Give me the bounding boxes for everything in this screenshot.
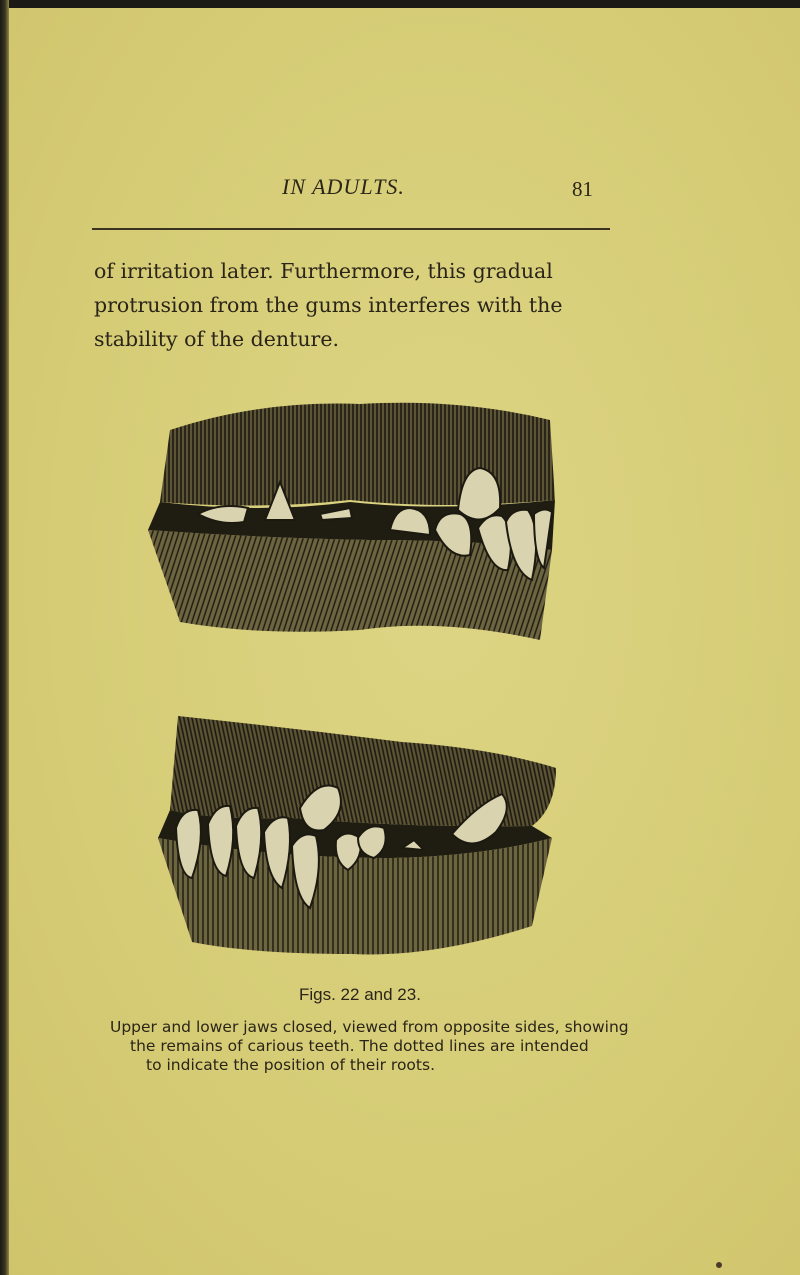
running-head: IN ADULTS. [282,174,405,199]
caption-line: to indicate the position of their roots. [146,1056,435,1074]
page-binding-edge [0,0,9,1275]
body-paragraph [94,254,634,356]
caption-line: Upper and lower jaws closed, viewed from opposite sides, showing [110,1018,629,1036]
figure-22-upper-jaw-illustration [140,390,560,645]
body-line: of irritation later. Furthermore, this gradual [94,259,553,283]
figure-label: Figs. 22 and 23. [299,985,421,1004]
paper-speck [716,1262,722,1268]
body-line: protrusion from the gums interferes with the [94,293,563,317]
caption-line: the remains of carious teeth. The dotted lines are intended [130,1037,589,1055]
figure-caption [110,1018,630,1075]
page-top-edge [0,0,800,8]
body-line: stability of the denture. [94,327,339,351]
header-rule [92,228,610,230]
figure-23-lower-jaw-illustration [152,708,562,970]
page-number: 81 [572,177,593,201]
